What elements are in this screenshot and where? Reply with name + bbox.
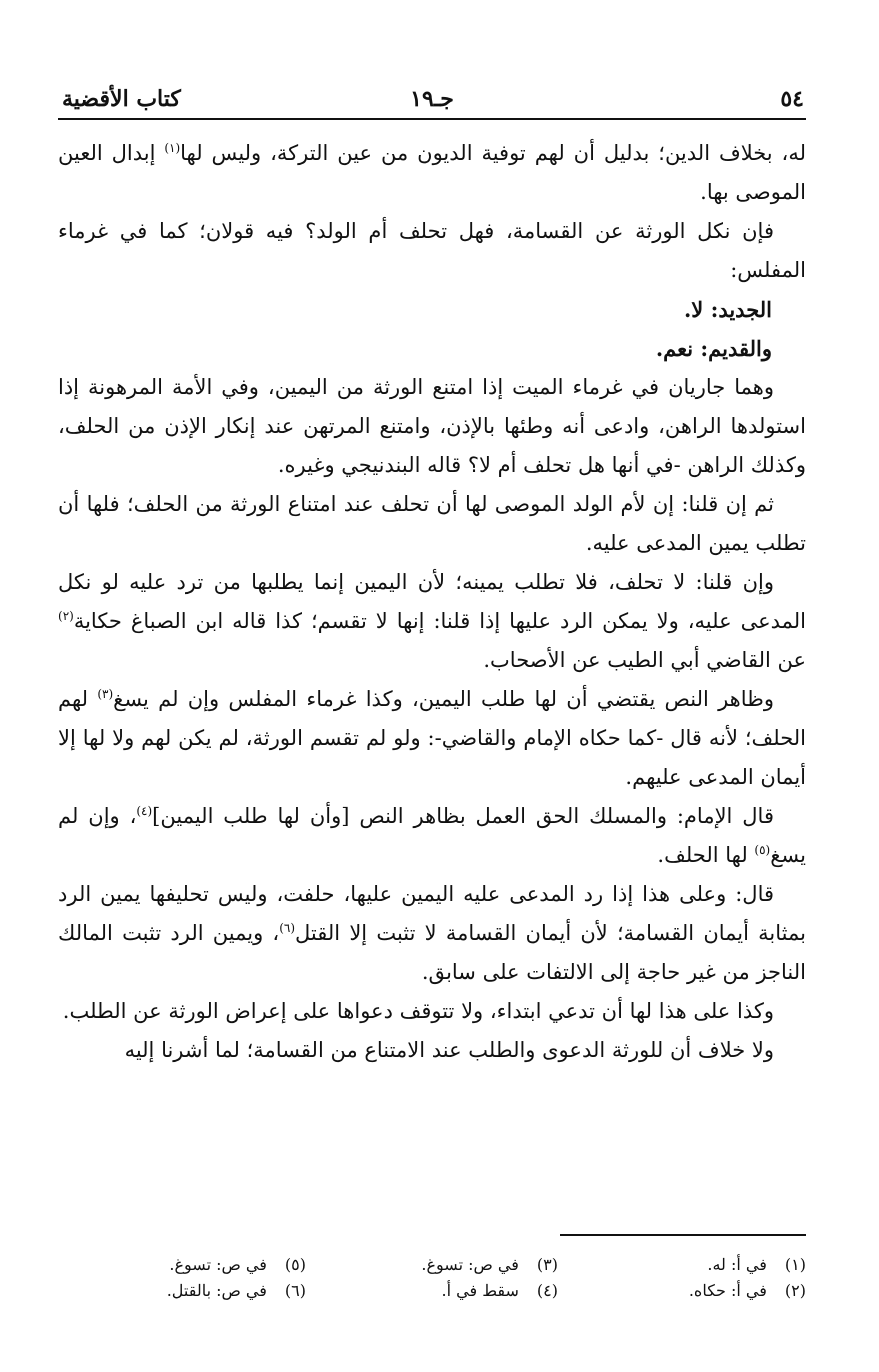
footnote-ref: (٤) xyxy=(136,804,153,818)
paragraph: وظاهر النص يقتضي أن لها طلب اليمين، وكذا غرماء المفلس وإن لم يسغ$^{(٣)}$ لهم الحلف؛ لأنه قال -كما حكاه الإمام والقاضي-: ولو لم تقسم الورثة، لم يكن لهم ولا لها إلا أيمان المدعى عليهم. xyxy=(58,687,806,789)
footnote-column xyxy=(318,1252,558,1304)
main-text xyxy=(58,134,806,1070)
book-title: كتاب الأقضية xyxy=(62,86,181,112)
paragraph: وإن قلنا: لا تحلف، فلا تطلب يمينه؛ لأن اليمين إنما يطلبها من ترد عليه لو نكل المدعى عليه، ولا يمكن الرد عليها إذا قلنا: إنها لا تقسم؛ كذا قاله ابن الصباغ حكاية$^{(٢)}$ عن القاضي أبي الطيب عن الأصحاب. xyxy=(58,570,806,672)
paragraph: وهما جاريان في غرماء الميت إذا امتنع الورثة من اليمين، وفي الأمة المرهونة إذا استولدها الراهن، وادعى أنه وطئها بالإذن، وامتنع المرتهن عند إنكار الإذن من الحلف، وكذلك الراهن -في أنها هل تحلف أم لا؟ قاله البندنيجي وغيره. xyxy=(58,375,806,477)
footnote-ref: (٦) xyxy=(279,921,296,935)
paragraph: ثم إن قلنا: إن لأم الولد الموصى لها أن تحلف عند امتناع الورثة من الحلف؛ فلها أن تطلب يمين المدعى عليه. xyxy=(58,492,806,555)
paragraph: ولا خلاف أن للورثة الدعوى والطلب عند الامتناع من القسامة؛ لما أشرنا إليه xyxy=(124,1038,774,1062)
footnote: (٥) في ص: تسوغ. xyxy=(169,1255,306,1274)
paragraph: قال: وعلى هذا إذا رد المدعى عليه اليمين عليها، حلفت، وليس تحليفها يمين الرد بمثابة أيمان القسامة؛ لأن أيمان القسامة لا تثبت إلا القتل$^{(٦)}$، ويمين الرد تثبت المالك الناجز من غير حاجة إلى الالتفات على سابق. xyxy=(58,882,806,984)
paragraph: فإن نكل الورثة عن القسامة، فهل تحلف أم الولد؟ فيه قولان؛ كما في غرماء المفلس: xyxy=(58,219,806,282)
page-number: ٥٤ xyxy=(780,86,804,112)
paragraph-opinion-new: الجديد: لا. xyxy=(683,297,772,322)
paragraph-opinion-old: والقديم: نعم. xyxy=(655,336,772,361)
book-page xyxy=(58,82,806,1332)
footnote-divider xyxy=(560,1234,806,1236)
footnote-ref: (١) xyxy=(164,141,181,155)
paragraph: وكذا على هذا لها أن تدعي ابتداء، ولا تتوقف دعواها على إعراض الورثة عن الطلب. xyxy=(62,999,774,1023)
footnote: (١) في أ: له. xyxy=(707,1255,806,1274)
footnote: (٦) في ص: بالقتل. xyxy=(166,1281,306,1300)
footnote-ref: (٥) xyxy=(754,843,771,857)
footnote-column xyxy=(566,1252,806,1304)
footnote-ref: (٣) xyxy=(97,687,114,701)
footnote: (٢) في أ: حكاه. xyxy=(688,1281,806,1300)
paragraph: له، بخلاف الدين؛ بدليل أن لهم توفية الديون من عين التركة، وليس لها$^{(١)}$ إبدال العين الموصى بها. xyxy=(58,141,806,204)
page-header xyxy=(58,82,806,120)
paragraph: قال الإمام: والمسلك الحق العمل بظاهر النص [وأن لها طلب اليمين]$^{(٤)}$، وإن لم يسغ$^{(٥)}$ لها الحلف. xyxy=(58,804,806,867)
footnote-column xyxy=(66,1252,306,1304)
volume-label: جـ١٩ xyxy=(410,86,454,112)
footnote: (٤) سقط في أ. xyxy=(441,1281,558,1300)
footnote-ref: (٢) xyxy=(58,609,74,623)
footnote: (٣) في ص: تسوغ. xyxy=(421,1255,558,1274)
